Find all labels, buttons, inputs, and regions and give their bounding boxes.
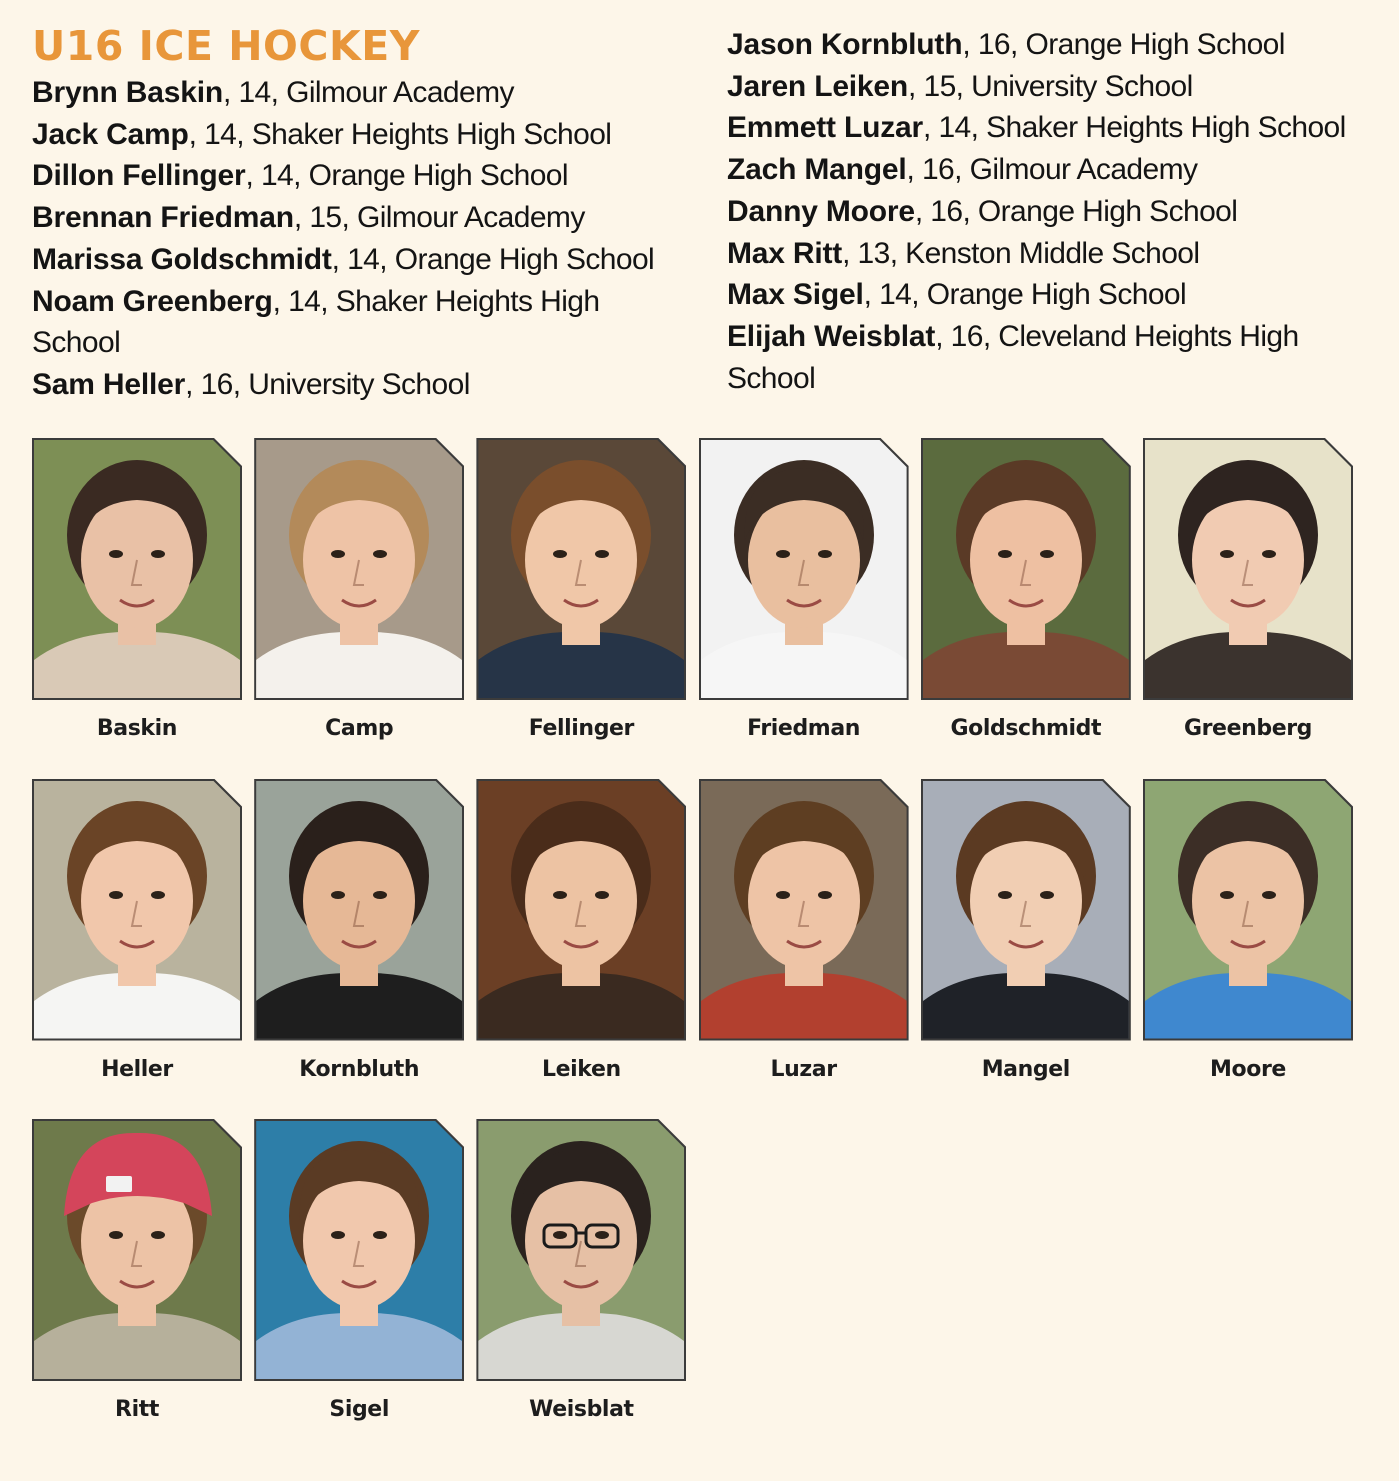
player-details: , 16, Orange High School — [914, 194, 1238, 228]
player-name: Brynn Baskin — [32, 76, 223, 109]
player-name: Max Sigel — [727, 278, 864, 312]
roster-entry — [32, 197, 692, 239]
photo-caption: Sigel — [329, 1397, 389, 1422]
player-details: , 14, Shaker Heights High School — [188, 117, 612, 151]
player-photo — [476, 779, 686, 1041]
player-name: Max Ritt — [727, 236, 843, 270]
player-card — [921, 779, 1131, 1082]
photo-caption: Fellinger — [528, 716, 635, 741]
photo-caption: Heller — [101, 1056, 173, 1082]
player-card — [921, 438, 1131, 741]
roster-entry — [727, 66, 1387, 108]
player-photo — [476, 438, 686, 700]
player-card — [699, 438, 909, 741]
player-name: Elijah Weisblat — [727, 319, 936, 353]
roster-entry — [32, 239, 692, 281]
player-card — [254, 1119, 464, 1422]
player-details: , 14, Orange High School — [245, 159, 568, 193]
roster-entry — [727, 274, 1387, 316]
player-name: Jaren Leiken — [727, 69, 909, 103]
roster-entry — [32, 364, 692, 406]
player-name: Jason Kornbluth — [727, 28, 963, 61]
player-card — [254, 438, 464, 741]
player-card — [699, 779, 909, 1082]
player-name: Sam Heller — [32, 367, 186, 401]
roster-entry — [32, 155, 692, 197]
player-card — [476, 779, 686, 1082]
player-card — [32, 1119, 242, 1422]
roster-entry — [32, 281, 692, 364]
player-photo — [921, 438, 1131, 700]
player-card — [32, 779, 242, 1082]
photo-caption: Goldschmidt — [950, 716, 1102, 741]
player-details: , 16, Cleveland Heights High School — [727, 319, 1299, 395]
player-name: Noam Greenberg — [32, 284, 273, 318]
photo-caption: Moore — [1210, 1056, 1286, 1082]
player-details: , 14, Orange High School — [863, 278, 1187, 312]
player-name: Danny Moore — [727, 194, 915, 228]
player-photo — [32, 779, 242, 1041]
player-photo — [1143, 779, 1353, 1041]
player-name: Brennan Friedman — [32, 201, 294, 235]
player-photo — [1143, 438, 1353, 700]
player-name: Jack Camp — [32, 117, 189, 151]
player-card — [1143, 438, 1353, 741]
roster-entry — [727, 191, 1387, 233]
photo-caption: Weisblat — [529, 1397, 634, 1422]
photo-caption: Greenberg — [1183, 716, 1313, 741]
roster-right-column — [727, 24, 1387, 399]
player-details: , 16, Gilmour Academy — [906, 153, 1198, 187]
player-photo — [254, 779, 464, 1041]
roster-left-column — [32, 72, 692, 406]
player-name: Emmett Luzar — [727, 111, 923, 145]
photo-caption: Mangel — [981, 1056, 1070, 1082]
player-details: , 14, Orange High School — [331, 242, 655, 276]
player-photo — [32, 1119, 242, 1381]
player-card — [1143, 779, 1353, 1082]
roster-entry — [727, 24, 1387, 66]
photo-caption: Ritt — [115, 1397, 159, 1422]
photo-caption: Camp — [325, 716, 394, 741]
roster-entry — [32, 114, 692, 156]
photo-caption: Kornbluth — [299, 1056, 420, 1082]
player-details: , 14, Gilmour Academy — [223, 76, 514, 109]
player-details: , 15, Gilmour Academy — [293, 201, 585, 235]
player-details: , 16, Orange High School — [962, 28, 1285, 61]
player-photo — [699, 438, 909, 700]
player-card — [32, 438, 242, 741]
player-details: , 13, Kenston Middle School — [842, 236, 1200, 270]
player-photo — [32, 438, 242, 700]
photo-grid — [32, 438, 1362, 1438]
player-name: Dillon Fellinger — [32, 159, 246, 193]
section-title: U16 ICE HOCKEY — [32, 22, 420, 70]
roster-entry — [32, 72, 692, 114]
player-card — [476, 438, 686, 741]
photo-caption: Leiken — [542, 1056, 621, 1082]
roster-entry — [727, 149, 1387, 191]
photo-caption: Luzar — [770, 1056, 837, 1082]
player-photo — [921, 779, 1131, 1041]
roster-entry — [727, 316, 1387, 399]
roster-entry — [727, 233, 1387, 275]
photo-caption: Baskin — [96, 716, 178, 741]
player-card — [476, 1119, 686, 1422]
roster-entry — [727, 107, 1387, 149]
player-details: , 16, University School — [185, 367, 470, 401]
player-name: Marissa Goldschmidt — [32, 242, 332, 276]
player-details: , 15, University School — [908, 69, 1193, 103]
player-card — [254, 779, 464, 1082]
player-photo — [699, 779, 909, 1041]
player-photo — [254, 438, 464, 700]
photo-caption: Friedman — [747, 716, 861, 741]
player-photo — [476, 1119, 686, 1381]
player-name: Zach Mangel — [727, 153, 907, 187]
player-details: , 14, Shaker Heights High School — [922, 111, 1346, 145]
player-photo — [254, 1119, 464, 1381]
player-details: , 14, Shaker Heights High School — [32, 284, 600, 360]
